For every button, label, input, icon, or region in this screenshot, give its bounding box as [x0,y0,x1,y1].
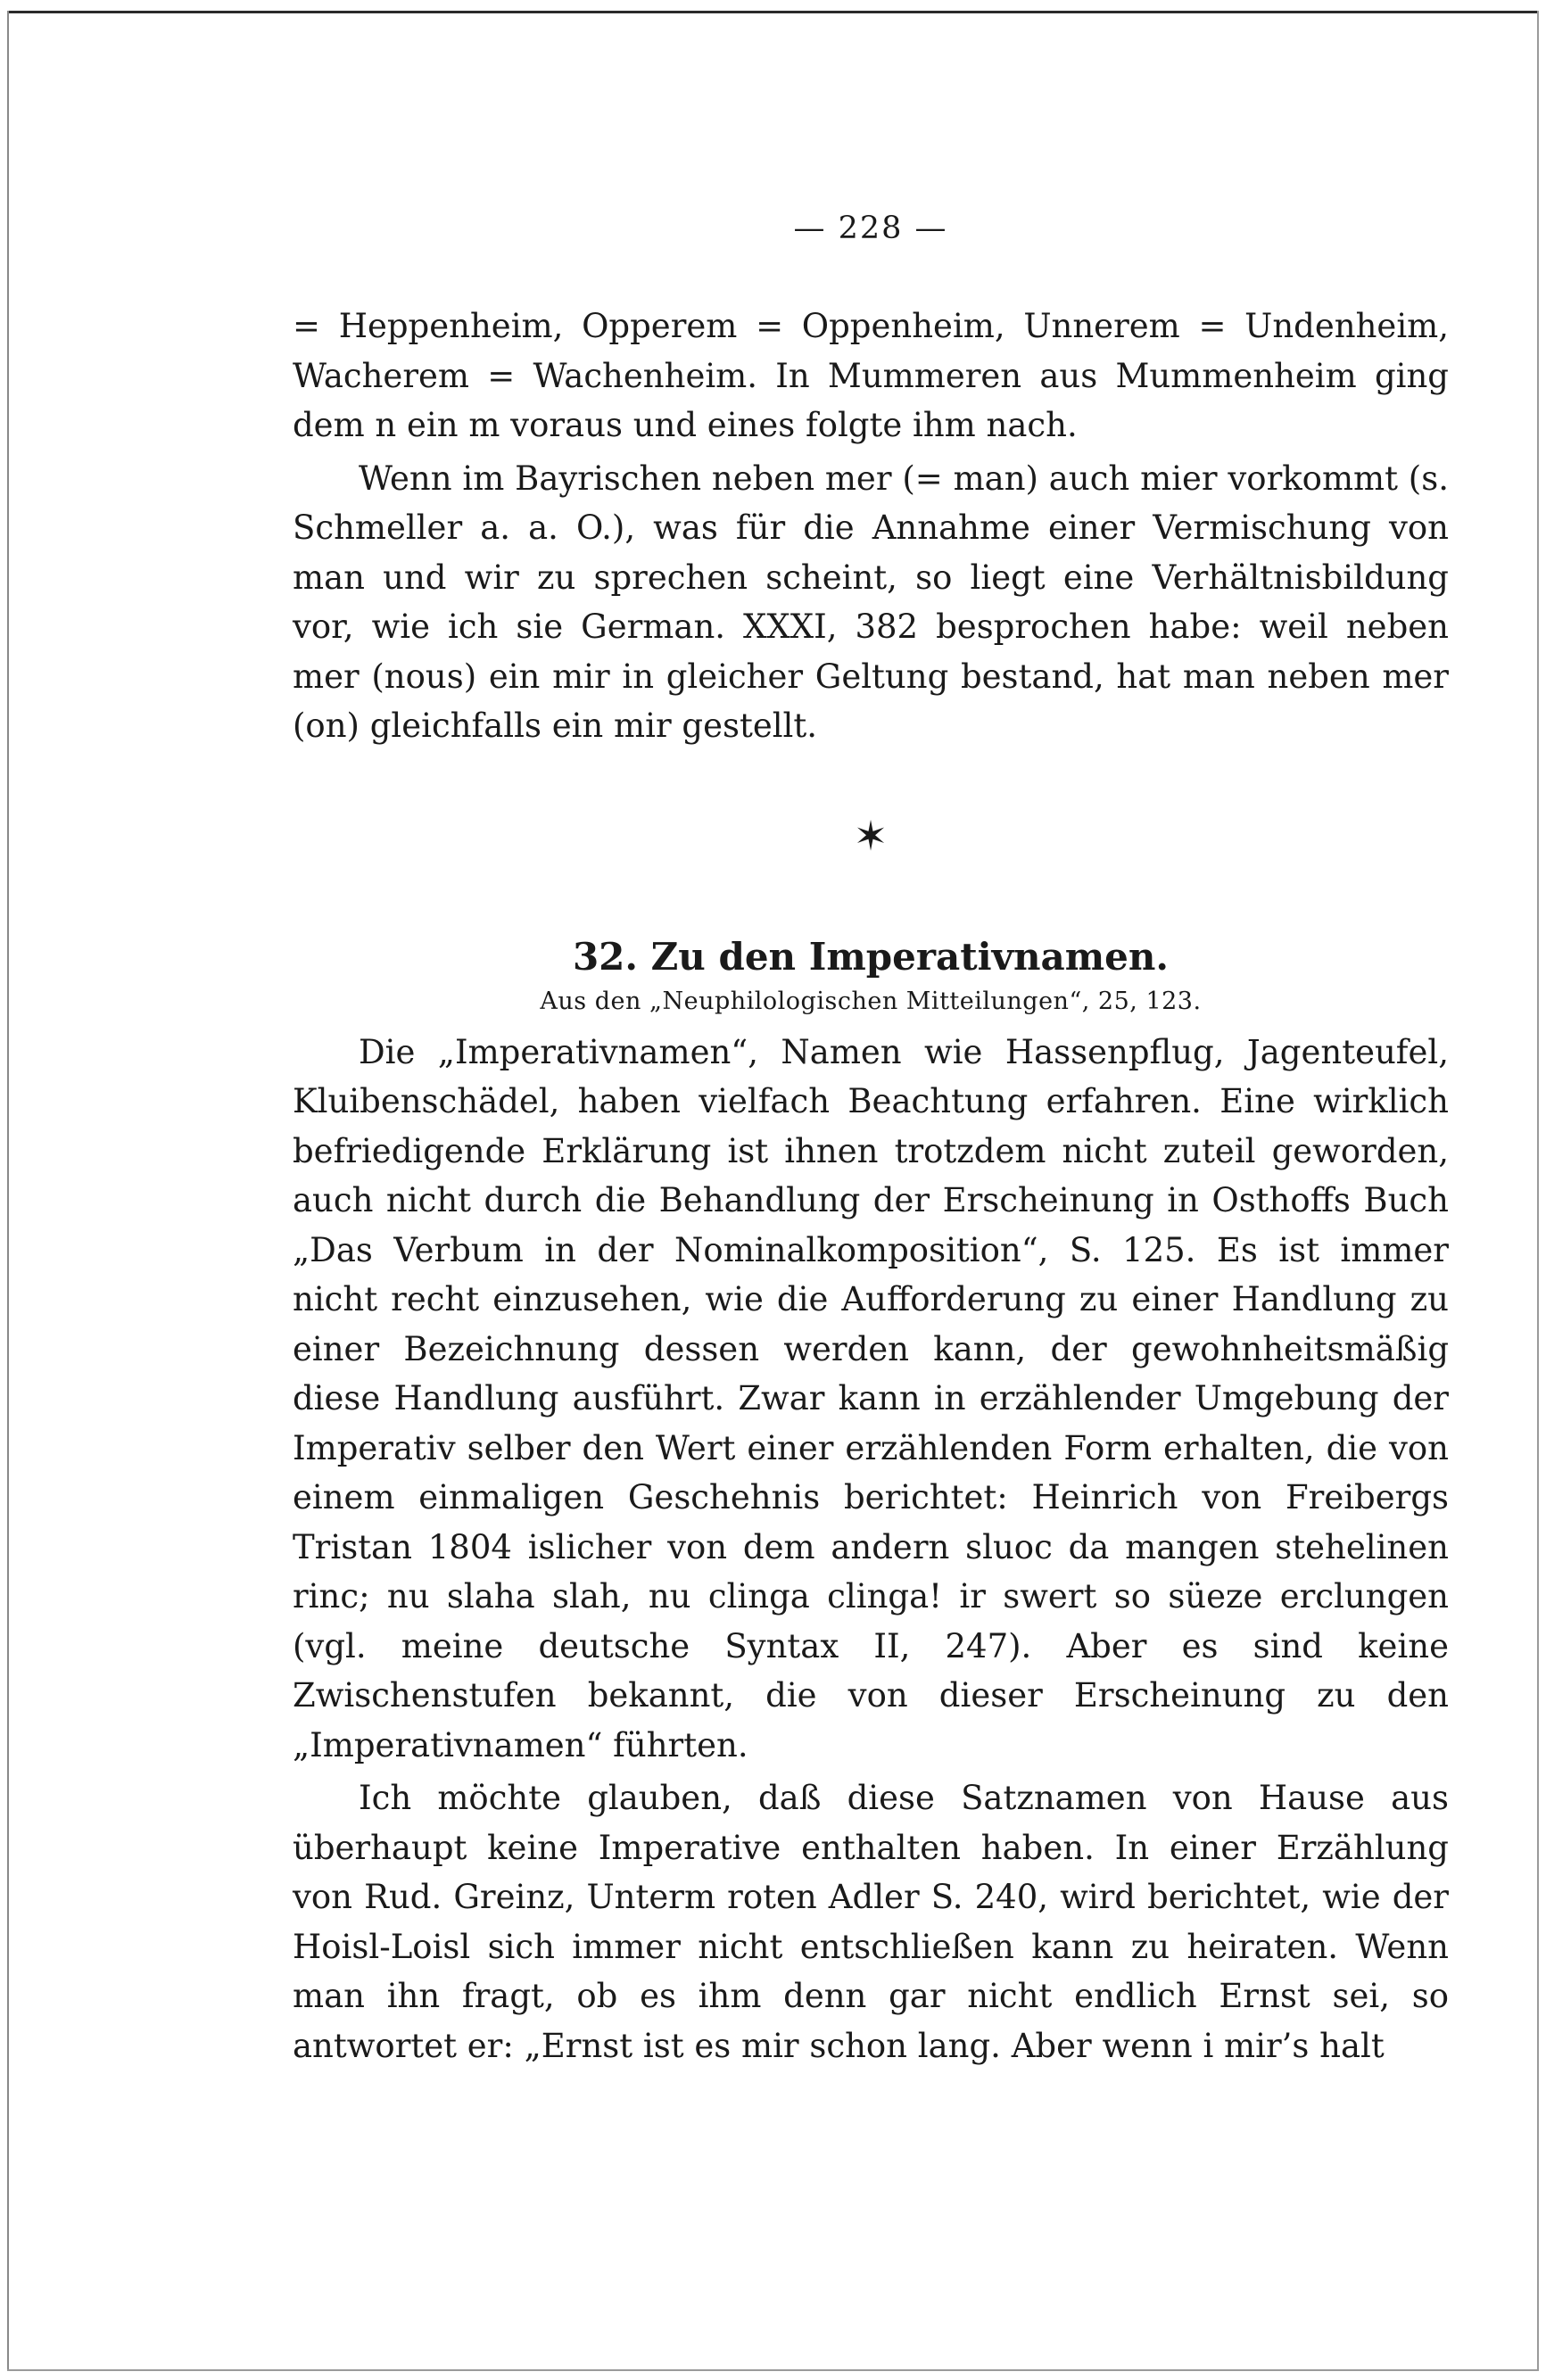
page-border-right [1537,11,1539,2371]
page-content [293,211,1449,2070]
page-border-left [7,11,9,2371]
paragraph-continuation: = Heppenheim, Opperem = Oppenheim, Unnerem = Undenheim, Wacherem = Wachenheim. In Mummeren aus Mummenheim ging dem n ein m voraus und eines folgte ihm nach. [293,307,1449,444]
page-border-top [7,11,1539,13]
separator-star-icon: ✶ [853,811,889,860]
section-title: 32. Zu den Imperativnamen. [572,934,1170,979]
paragraph-imperativnamen: Die „Imperativnamen“, Namen wie Hassenpflug, Jagenteufel, Kluibenschädel, haben vielfach Beachtung erfahren. Eine wirklich befriedigende Erklärung ist ihnen trotzdem nicht zuteil geworden, auch nicht durch die Behandlung der Erscheinung in Osthoffs Buch „Das Verbum in der Nominalkomposition“, S. 125. Es ist immer nicht recht einzusehen, wie die Aufforderung zu einer Handlung zu einer Bezeichnung dessen werden kann, der gewohnheitsmäßig diese Handlung ausführt. Zwar kann in erzählender Umgebung der Imperativ selber den Wert einer erzählenden Form erhalten, die von einem einmaligen Geschehnis berichtet: Heinrich von Freibergs Tristan 1804 islicher von dem andern sluoc da mangen stehelinen rinc; nu slaha slah, nu clinga clinga! ir swert so süeze erclungen (vgl. meine deutsche Syntax II, 247). Aber es sind keine Zwischenstufen bekannt, die von dieser Erscheinung zu den „Imperativnamen“ führten. [293,1032,1449,1764]
paragraph-bayrisch: Wenn im Bayrischen neben mer (= man) auch mier vorkommt (s. Schmeller a. a. O.), was für die Annahme einer Vermischung von man und wir zu sprechen scheint, so liegt eine Verhältnisbildung vor, wie ich sie German. XXXI, 382 besprochen habe: weil neben mer (nous) ein mir in gleicher Geltung bestand, hat man neben mer (on) gleichfalls ein mir gestellt. [293,459,1449,745]
section-source: Aus den „Neuphilologischen Mitteilungen“, 25, 123. [540,987,1202,1015]
paragraph-satznamen: Ich möchte glauben, daß diese Satznamen von Hause aus überhaupt keine Imperative enthalten haben. In einer Erzählung von Rud. Greinz, Unterm roten Adler S. 240, wird berichtet, wie der Hoisl-Loisl sich immer nicht entschließen kann zu heiraten. Wenn man ihn fragt, ob es ihm denn gar nicht endlich Ernst sei, so antwortet er: „Ernst ist es mir schon lang. Aber wenn i mir’s halt [293,1779,1449,2065]
page-number: — 228 — [793,211,948,246]
page-border-bottom [7,2369,1539,2371]
